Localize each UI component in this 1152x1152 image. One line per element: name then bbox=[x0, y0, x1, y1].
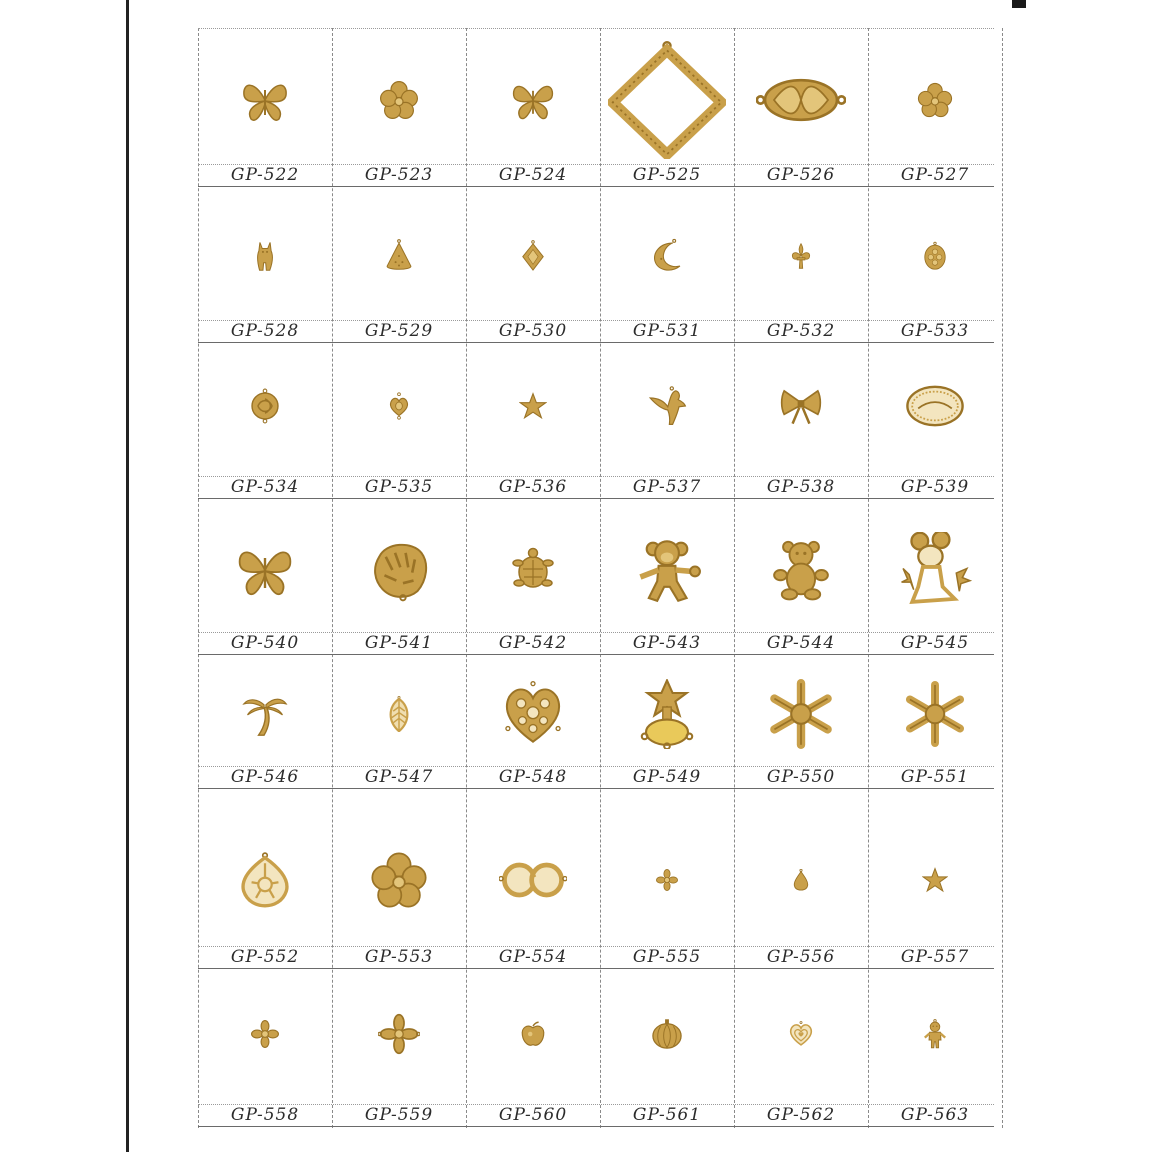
grid-column-line bbox=[1002, 28, 1003, 1128]
flower-icon bbox=[917, 82, 953, 123]
flower-connector-icon bbox=[378, 1013, 420, 1060]
tiger-icon bbox=[366, 537, 432, 608]
round-connector-icon bbox=[247, 388, 283, 429]
diamond-icon bbox=[517, 240, 549, 277]
product-code: GP-558 bbox=[230, 1105, 300, 1125]
product-code: GP-525 bbox=[632, 165, 702, 185]
product-code: GP-530 bbox=[498, 321, 568, 341]
product-code: GP-544 bbox=[766, 633, 836, 653]
flower-icon bbox=[370, 851, 428, 914]
oval-flower-icon bbox=[920, 241, 950, 276]
flower-icon bbox=[379, 80, 419, 125]
heart-connector-icon bbox=[385, 392, 413, 425]
grid-row-line bbox=[198, 1126, 994, 1127]
scan-edge bbox=[126, 0, 129, 1152]
product-code: GP-537 bbox=[632, 477, 702, 497]
product-code: GP-536 bbox=[498, 477, 568, 497]
product-code: GP-557 bbox=[900, 947, 970, 967]
fleur-de-lis-icon bbox=[787, 242, 815, 275]
scan-corner-mark bbox=[1012, 0, 1026, 8]
product-code: GP-535 bbox=[364, 477, 434, 497]
product-code: GP-553 bbox=[364, 947, 434, 967]
grid-row-line bbox=[198, 342, 994, 343]
monkey-icon bbox=[632, 535, 702, 610]
product-code: GP-556 bbox=[766, 947, 836, 967]
grid-row-line bbox=[198, 498, 994, 499]
butterfly-icon bbox=[235, 540, 295, 605]
product-code: GP-538 bbox=[766, 477, 836, 497]
small-flower-icon bbox=[251, 1020, 279, 1053]
snowflake-icon bbox=[766, 679, 836, 754]
teardrop-icon bbox=[382, 239, 416, 278]
diamond-frame-icon bbox=[608, 41, 726, 164]
filigree-drop-icon bbox=[237, 852, 293, 913]
product-code: GP-528 bbox=[230, 321, 300, 341]
product-code: GP-529 bbox=[364, 321, 434, 341]
grid-top-line bbox=[198, 28, 994, 29]
butterfly-icon bbox=[240, 75, 290, 130]
product-code: GP-559 bbox=[364, 1105, 434, 1125]
apple-icon bbox=[519, 1020, 547, 1053]
moon-icon bbox=[649, 238, 685, 279]
product-code: GP-539 bbox=[900, 477, 970, 497]
leaf-icon bbox=[381, 696, 417, 737]
butterfly-icon bbox=[510, 77, 556, 128]
product-code: GP-548 bbox=[498, 767, 568, 787]
palm-tree-icon bbox=[242, 691, 288, 742]
snowflake-icon bbox=[902, 681, 968, 752]
heart-icon bbox=[788, 1021, 814, 1052]
bird-icon bbox=[647, 386, 687, 431]
product-code: GP-533 bbox=[900, 321, 970, 341]
product-code: GP-523 bbox=[364, 165, 434, 185]
oval-plaque-icon bbox=[905, 376, 965, 441]
glasses-icon bbox=[499, 846, 567, 919]
product-code: GP-549 bbox=[632, 767, 702, 787]
product-code: GP-543 bbox=[632, 633, 702, 653]
star-icon bbox=[519, 392, 547, 425]
product-code: GP-524 bbox=[498, 165, 568, 185]
product-code: GP-540 bbox=[230, 633, 300, 653]
product-code: GP-552 bbox=[230, 947, 300, 967]
product-code: GP-526 bbox=[766, 165, 836, 185]
turtle-icon bbox=[508, 545, 558, 600]
product-code: GP-541 bbox=[364, 633, 434, 653]
product-code: GP-542 bbox=[498, 633, 568, 653]
pumpkin-icon bbox=[651, 1018, 683, 1055]
mouse-icon bbox=[897, 532, 973, 613]
cat-icon bbox=[248, 239, 282, 278]
grid-row-line bbox=[198, 968, 994, 969]
product-code: GP-546 bbox=[230, 767, 300, 787]
grid-row-line bbox=[198, 186, 994, 187]
product-code: GP-531 bbox=[632, 321, 702, 341]
star-icon bbox=[922, 867, 948, 898]
product-code: GP-527 bbox=[900, 165, 970, 185]
product-code: GP-563 bbox=[900, 1105, 970, 1125]
filigree-connector-icon bbox=[756, 55, 846, 150]
product-code: GP-560 bbox=[498, 1105, 568, 1125]
drop-icon bbox=[790, 869, 812, 896]
grid-row-line bbox=[198, 788, 994, 789]
product-code: GP-532 bbox=[766, 321, 836, 341]
product-code: GP-562 bbox=[766, 1105, 836, 1125]
small-flower-icon bbox=[656, 869, 678, 896]
charm-catalog-grid bbox=[198, 28, 994, 1128]
filigree-heart-icon bbox=[500, 681, 566, 752]
bow-icon bbox=[780, 385, 822, 432]
product-code: GP-561 bbox=[632, 1105, 702, 1125]
product-code: GP-534 bbox=[230, 477, 300, 497]
product-code: GP-554 bbox=[498, 947, 568, 967]
star-moon-icon bbox=[632, 679, 702, 754]
product-code: GP-551 bbox=[900, 767, 970, 787]
product-code: GP-547 bbox=[364, 767, 434, 787]
product-code: GP-550 bbox=[766, 767, 836, 787]
grid-row-line bbox=[198, 654, 994, 655]
product-code: GP-522 bbox=[230, 165, 300, 185]
boy-icon bbox=[920, 1019, 950, 1054]
product-code: GP-545 bbox=[900, 633, 970, 653]
product-code: GP-555 bbox=[632, 947, 702, 967]
teddy-bear-icon bbox=[769, 538, 833, 607]
